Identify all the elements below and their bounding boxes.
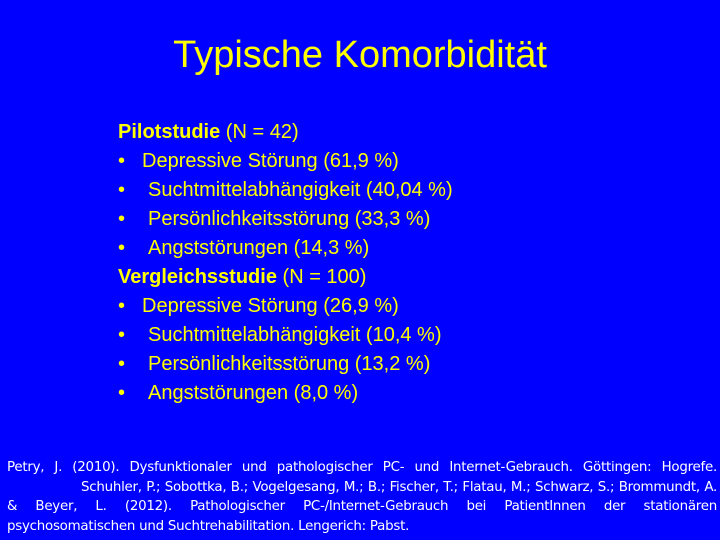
slide-content: [118, 118, 708, 408]
list-item: [118, 379, 708, 408]
list-item: [118, 292, 708, 321]
reference-petry: Petry, J. (2010). Dysfunktionaler und pathologischer PC- und Internet-Gebrauch. Göttingen: Hogrefe.: [7, 460, 717, 475]
study-heading-pilot: [118, 118, 708, 147]
list-item-text: Angststörungen (14,3 %): [148, 237, 370, 259]
bullet: •: [118, 208, 126, 230]
slide-title: Typische Komorbidität: [173, 34, 547, 76]
list-item-text: Angststörungen (8,0 %): [148, 382, 359, 404]
list-item-text: Suchtmittelabhängigkeit (40,04 %): [148, 179, 453, 201]
reference-schuhler: Schuhler, P.; Sobottka, B.; Vogelgesang, M.; B.; Fischer, T.; Flatau, M.; Schwarz, S.; Brommundt, A. & Beyer, L. (2012). Pathologischer PC-/Internet-Gebrauch bei PatientInnen der stationären psychosomatischen und Suchtrehabilitation. Lengerich: Pabst.: [7, 479, 717, 534]
bullet: •: [118, 353, 126, 375]
list-item-text: Persönlichkeitsstörung (33,3 %): [148, 208, 431, 230]
list-item: [118, 350, 708, 379]
study-heading-comparison: [118, 263, 708, 292]
list-item-text: Depressive Störung (61,9 %): [142, 150, 399, 172]
bullet: •: [118, 295, 126, 317]
list-item-text: Persönlichkeitsstörung (13,2 %): [148, 353, 431, 375]
study-name: Vergleichsstudie: [118, 266, 277, 288]
bullet: •: [118, 382, 126, 404]
list-item: [118, 321, 708, 350]
bullet: •: [118, 324, 126, 346]
references: [7, 458, 717, 536]
list-item: [118, 147, 708, 176]
study-sample-size: (N = 100): [282, 266, 367, 288]
bullet: •: [118, 150, 126, 172]
list-item-text: Depressive Störung (26,9 %): [142, 295, 399, 317]
list-item-text: Suchtmittelabhängigkeit (10,4 %): [148, 324, 442, 346]
bullet: •: [118, 237, 126, 259]
bullet: •: [118, 179, 126, 201]
study-name: Pilotstudie: [118, 121, 221, 143]
study-sample-size: (N = 42): [225, 121, 299, 143]
list-item: [118, 176, 708, 205]
list-item: [118, 205, 708, 234]
list-item: [118, 234, 708, 263]
